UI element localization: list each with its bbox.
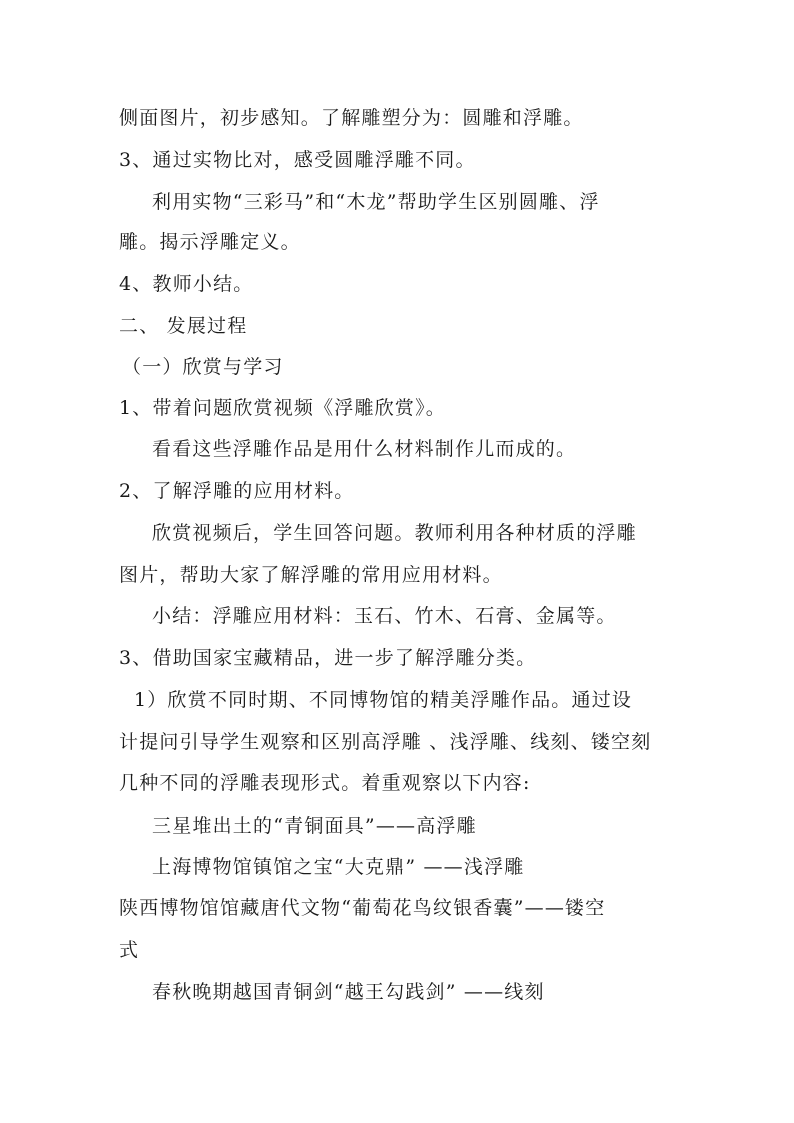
text-line: 雕。揭示浮雕定义。 [119,231,301,253]
text-line: 三星堆出土的“青铜面具”——高浮雕 [152,815,477,837]
text-line: 小结：浮雕应用材料：玉石、竹木、石膏、金属等。 [152,605,617,627]
text-line: 4、教师小结。 [119,273,254,295]
text-line: 几种不同的浮雕表现形式。着重观察以下内容: [119,772,531,794]
text-line: 春秋晚期越国青铜剑“越王勾践剑” ——线刻 [152,981,545,1003]
section-heading: 二、 发展过程 [119,315,248,337]
text-line: 3、借助国家宝藏精品，进一步了解浮雕分类。 [119,647,537,669]
text-line: 陕西博物馆馆藏唐代文物“葡萄花鸟纹银香囊”——镂空 [119,897,606,919]
text-line: 计提问引导学生观察和区别高浮雕 、浅浮雕、线刻、镂空刻 [119,731,652,753]
text-line: 欣赏视频后，学生回答问题。教师利用各种材质的浮雕 [152,522,637,544]
text-line: 侧面图片，初步感知。了解雕塑分为：圆雕和浮雕。 [119,107,584,129]
text-line: 2、了解浮雕的应用材料。 [119,480,355,502]
text-line: 1、带着问题欣赏视频《浮雕欣赏》。 [119,397,446,419]
text-line: 1）欣赏不同时期、不同博物馆的精美浮雕作品。通过设 [134,689,633,711]
text-line: 3、通过实物比对，感受圆雕浮雕不同。 [119,149,476,171]
text-line: 图片，帮助大家了解浮雕的常用应用材料。 [119,564,503,586]
text-line: 利用实物“三彩马”和“木龙”帮助学生区别圆雕、浮 [152,191,600,213]
text-line: 式 [119,939,140,961]
subsection-heading: （一）欣赏与学习 [122,356,284,378]
text-line: 上海博物馆镇馆之宝“大克鼎” ——浅浮雕 [152,856,525,878]
text-line: 看看这些浮雕作品是用什么材料制作儿而成的。 [152,438,577,460]
